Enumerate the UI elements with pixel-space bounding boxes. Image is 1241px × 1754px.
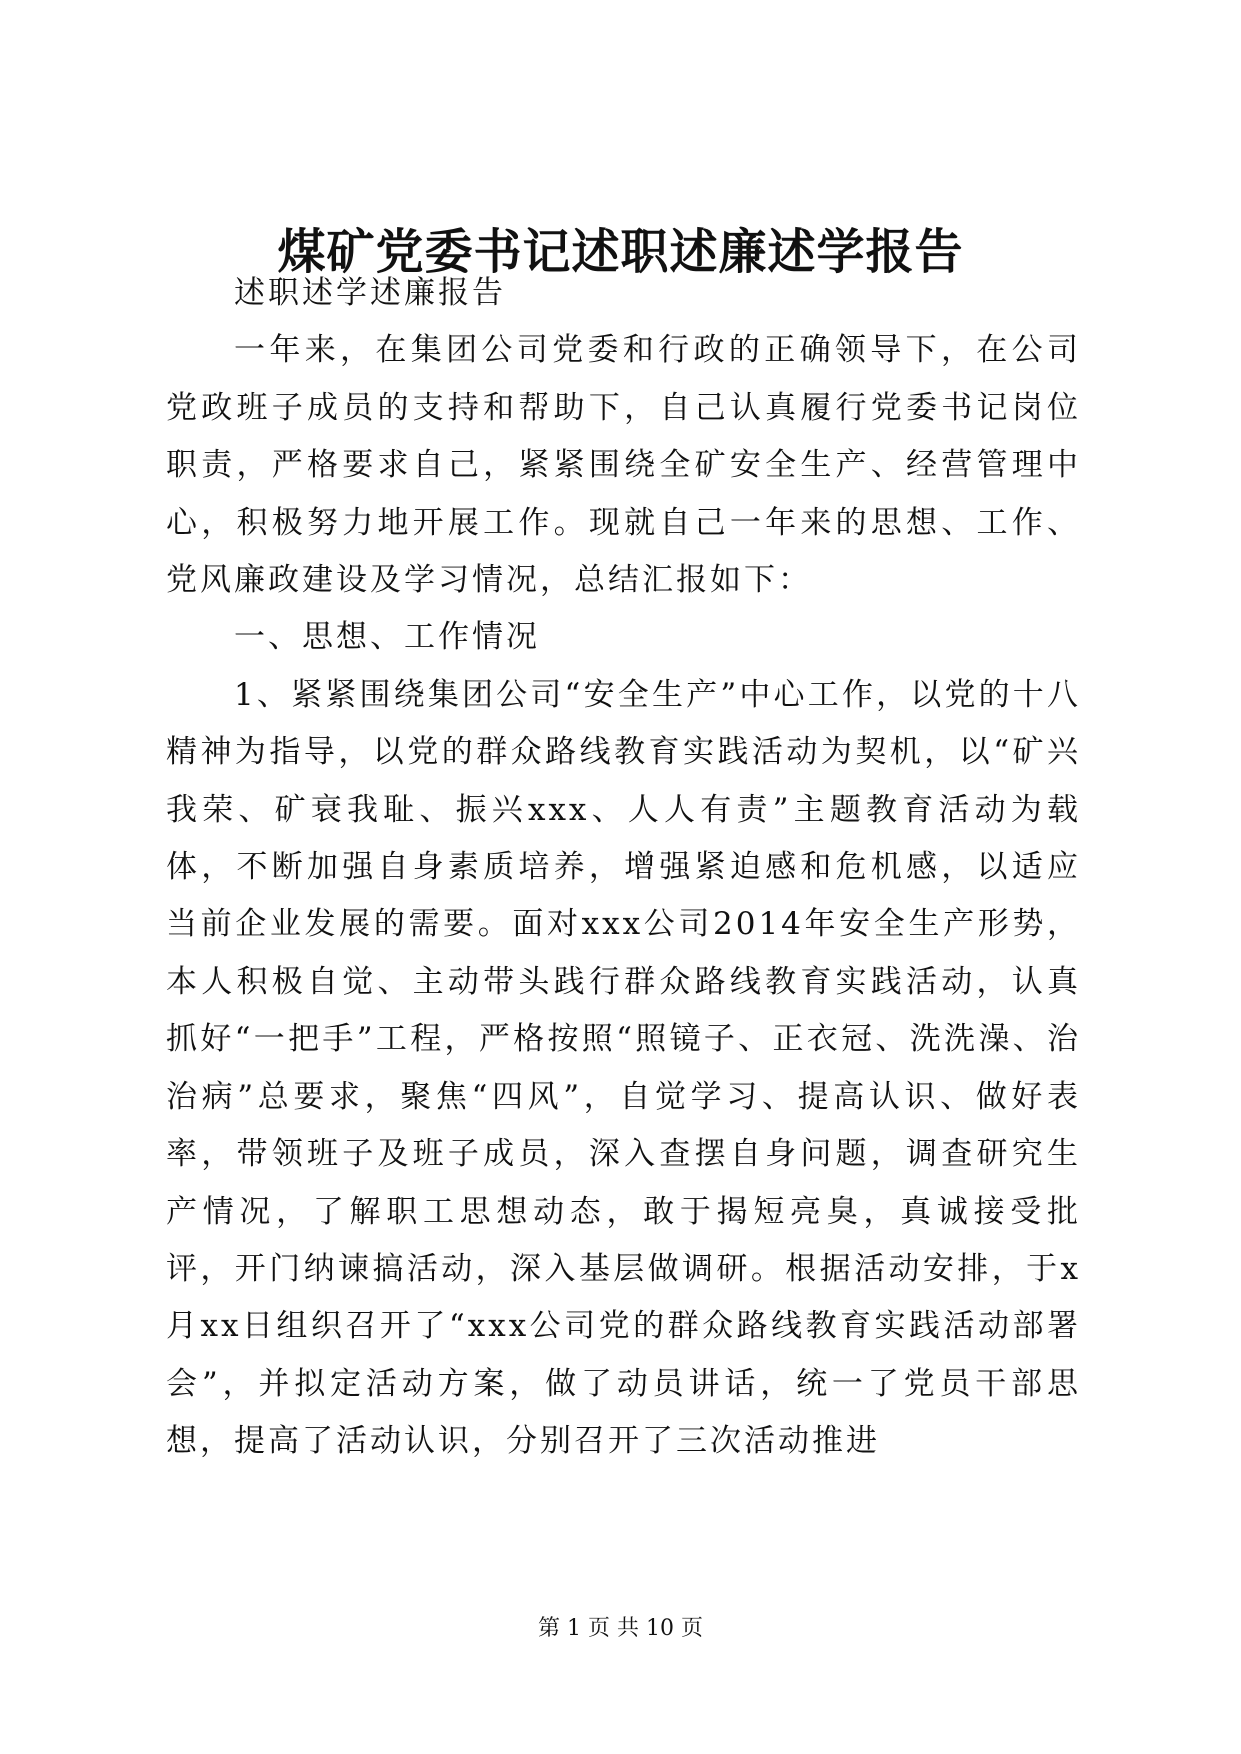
page-number-label: 第 1 页 共 10 页 <box>538 1616 703 1641</box>
page-footer <box>0 1614 1241 1644</box>
paragraph-intro: 一年来，在集团公司党委和行政的正确领导下，在公司党政班子成员的支持和帮助下，自己认真履行党委书记岗位职责，严格要求自己，紧紧围绕全矿安全生产、经营管理中心，积极努力地开展工作。现就自己一年来的思想、工作、党风廉政建设及学习情况，总结汇报如下： <box>166 332 1081 599</box>
paragraph-item-1: 1、紧紧围绕集团公司“安全生产”中心工作，以党的十八精神为指导，以党的群众路线教育实践活动为契机，以“矿兴我荣、矿衰我耻、振兴xxx、人人有责”主题教育活动为载体，不断加强自身素质培养，增强紧迫感和危机感，以适应当前企业发展的需要。面对xxx公司2014年安全生产形势，本人积极自觉、主动带头践行群众路线教育实践活动，认真抓好“一把手”工程，严格按照“照镜子、正衣冠、洗洗澡、治治病”总要求，聚焦“四风”，自觉学习、提高认识、做好表率，带领班子及班子成员，深入查摆自身问题，调查研究生产情况，了解职工思想动态，敢于揭短亮臭，真诚接受批评，开门纳谏搞活动，深入基层做调研。根据活动安排，于x月xx日组织召开了“xxx公司党的群众路线教育实践活动部署会”，并拟定活动方案，做了动员讲话，统一了党员干部思想，提高了活动认识，分别召开了三次活动推进 <box>166 676 1081 1460</box>
section-heading: 一、思想、工作情况 <box>234 619 540 656</box>
document-body <box>166 265 1081 1471</box>
paragraph-subtitle: 述职述学述廉报告 <box>234 275 506 311</box>
document-title: 煤矿党委书记述职述廉述学报告 <box>277 224 964 280</box>
